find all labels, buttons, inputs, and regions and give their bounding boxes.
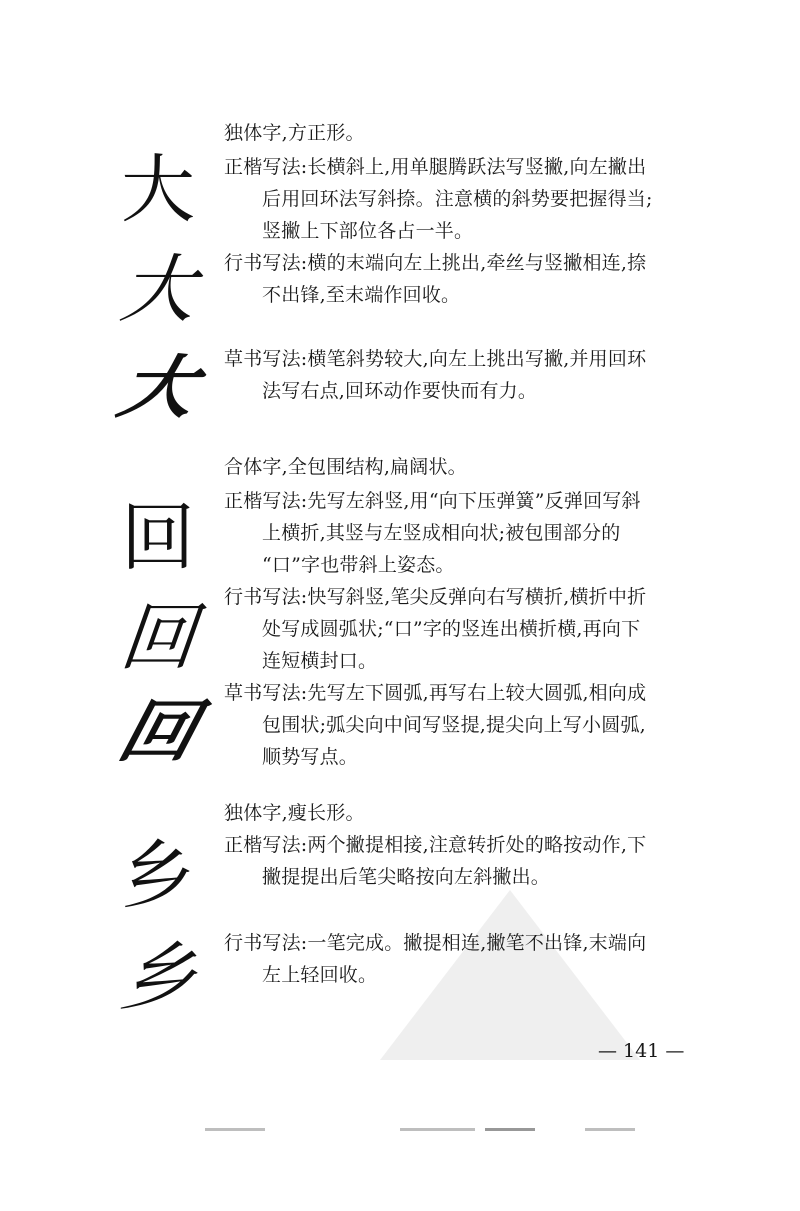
glyph-hui-cursive: 回 [111,692,205,772]
glyph-da-running: 大 [116,247,200,333]
watermark-graphic [360,860,660,1110]
scan-artifact [205,1128,265,1131]
page-number: — 141 — [598,1040,685,1062]
text-line: 独体字,方正形。 [224,122,365,144]
text-line: 上横折,其竖与左竖成相向状;被包围部分的 [262,522,621,544]
text-line: 行书写法:一笔完成。撇提相连,撇笔不出锋,末端向 [224,932,647,954]
scan-artifact [585,1128,635,1131]
glyph-da-cursive: 大 [111,348,205,428]
glyph-xiang-regular: 乡 [121,833,195,919]
text-line: 包围状;弧尖向中间写竖提,提尖向上写小圆弧, [262,714,646,736]
text-line: 撇提提出后笔尖略按向左斜撇出。 [262,866,551,888]
text-line: “口”字也带斜上姿态。 [262,554,455,576]
text-line: 连短横封口。 [262,650,378,672]
text-line: 处写成圆弧状;“口”字的竖连出横折横,再向下 [262,618,641,640]
text-line: 正楷写法:长横斜上,用单腿腾跃法写竖撇,向左撇出 [224,156,647,178]
glyph-da-regular: 大 [121,147,195,233]
text-line: 合体字,全包围结构,扁阔状。 [224,456,467,478]
glyph-xiang-running: 乡 [116,935,200,1021]
glyph-hui-regular: 回 [121,495,195,581]
scan-artifact [400,1128,475,1131]
text-line: 正楷写法:先写左斜竖,用“向下压弹簧”反弹回写斜 [224,490,641,512]
text-line: 草书写法:横笔斜势较大,向左上挑出写撇,并用回环 [224,348,647,370]
scan-artifact [485,1128,535,1131]
text-line: 后用回环法写斜捺。注意横的斜势要把握得当; [262,188,653,210]
text-line: 竖撇上下部位各占一半。 [262,220,474,242]
text-line: 不出锋,至末端作回收。 [262,284,461,306]
text-line: 独体字,瘦长形。 [224,802,365,824]
text-line: 顺势写点。 [262,746,359,768]
text-line: 法写右点,回环动作要快而有力。 [262,380,538,402]
glyph-hui-running: 回 [116,595,200,681]
text-line: 行书写法:横的末端向左上挑出,牵丝与竖撇相连,捺 [224,252,647,274]
text-line: 行书写法:快写斜竖,笔尖反弹向右写横折,横折中折 [224,586,647,608]
text-line: 正楷写法:两个撇提相接,注意转折处的略按动作,下 [224,834,647,856]
text-line: 左上轻回收。 [262,964,378,986]
text-line: 草书写法:先写左下圆弧,再写右上较大圆弧,相向成 [224,682,647,704]
